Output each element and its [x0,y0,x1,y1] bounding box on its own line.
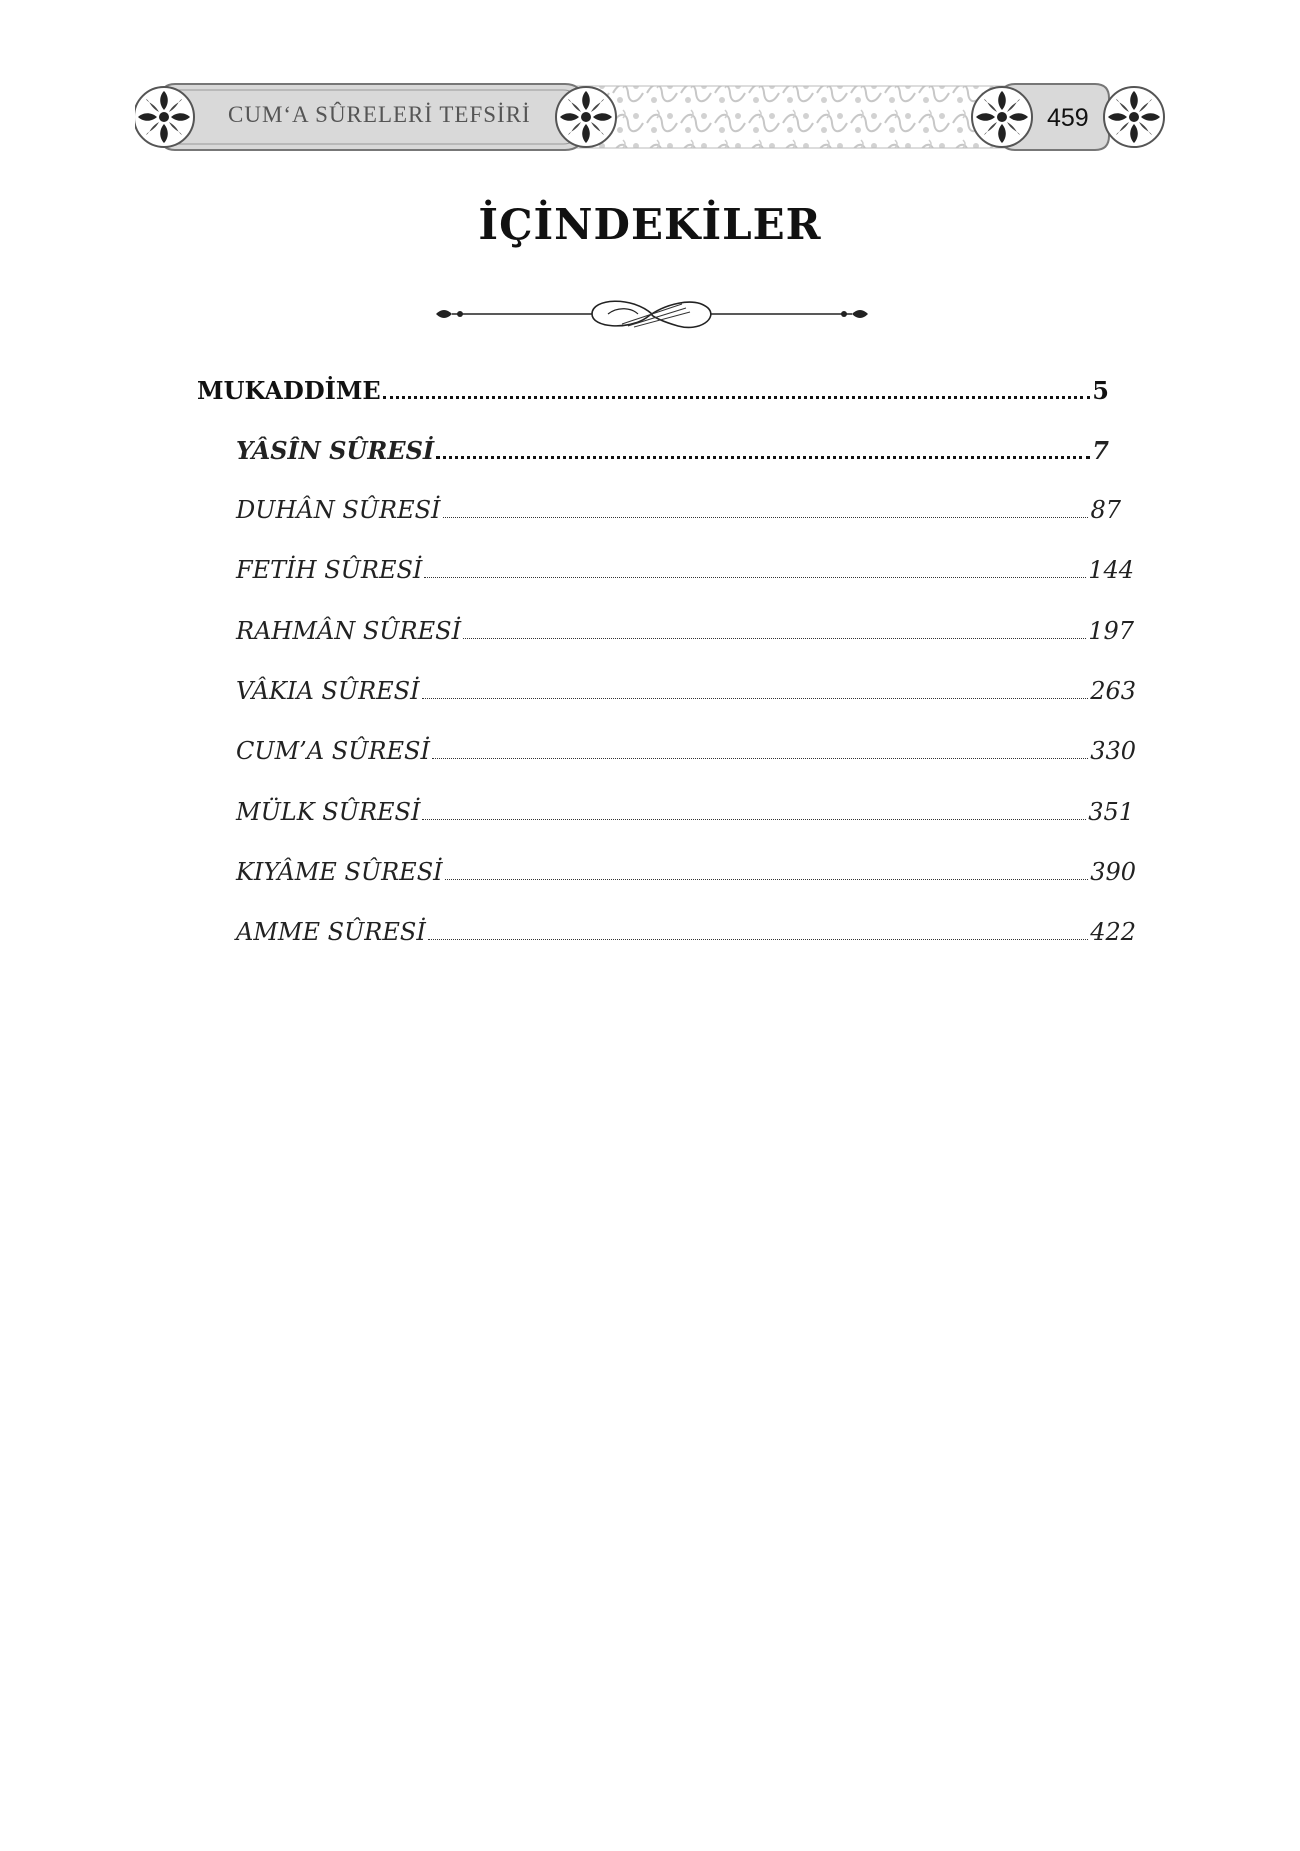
running-title: CUM‘A SÛRELERİ TEFSİRİ [228,102,531,127]
toc-entry-label: MÜLK SÛRESİ [236,798,421,826]
toc-entry-label: KIYÂME SÛRESİ [236,858,443,886]
toc-entry-label: AMME SÛRESİ [236,918,426,946]
toc-entry-page: 5 [1092,376,1109,405]
toc-entry-label: YÂSÎN SÛRESİ [236,436,435,465]
toc-entry-cuma[interactable] [236,737,1136,773]
toc-entry-fetih[interactable] [236,556,1134,592]
toc-entry-label: VÂKIA SÛRESİ [236,677,420,705]
toc-entry-page: 422 [1090,918,1136,946]
dot-leader [424,577,1086,578]
dot-leader [422,819,1086,820]
toc-entry-page: 144 [1088,556,1134,584]
toc-entry-page: 197 [1088,617,1134,645]
toc-entry-label: MUKADDİME [197,376,381,405]
toc-entry-label: FETİH SÛRESİ [236,556,423,584]
dot-leader [383,396,1091,399]
page-title: İÇİNDEKİLER [478,200,822,249]
dot-leader [422,698,1089,699]
toc-entry-kiyame[interactable] [236,858,1136,894]
toc-entry-rahman[interactable] [236,617,1134,653]
toc-entry-amme[interactable] [236,918,1136,954]
dot-leader [463,638,1086,639]
toc-entry-page: 263 [1090,677,1136,705]
dot-leader [436,456,1090,459]
toc-entry-yasin[interactable] [236,436,1109,472]
running-header [135,78,1165,156]
toc-entry-page: 87 [1090,496,1121,524]
toc-entry-label: DUHÂN SÛRESİ [236,496,441,524]
dot-leader [443,517,1089,518]
toc-entry-vakia[interactable] [236,677,1136,713]
toc-entry-label: CUM’A SÛRESİ [236,737,430,765]
toc-entry-mulk[interactable] [236,798,1134,834]
title-flourish-ornament [432,290,872,340]
toc-entry-page: 351 [1088,798,1134,826]
toc-entry-page: 390 [1090,858,1136,886]
dot-leader [432,758,1088,759]
page-number: 459 [1047,104,1089,132]
toc-entry-label: RAHMÂN SÛRESİ [236,617,462,645]
dot-leader [428,939,1088,940]
toc-entry-duhan[interactable] [236,496,1121,532]
toc-entry-mukaddime[interactable] [197,376,1109,412]
toc-entry-page: 7 [1092,436,1109,465]
toc-entry-page: 330 [1090,737,1136,765]
dot-leader [445,879,1089,880]
